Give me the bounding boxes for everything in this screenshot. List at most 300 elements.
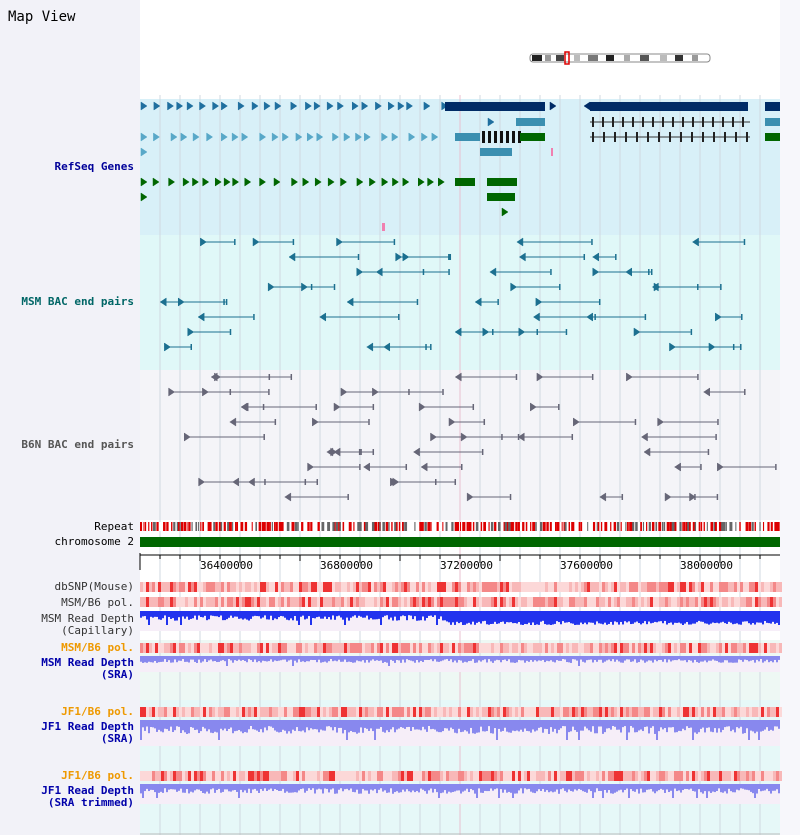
msm-depth-capillary-bar bbox=[686, 611, 688, 622]
jf1-depth-sra-bar bbox=[368, 720, 370, 731]
msm-depth-sra-bar bbox=[770, 656, 772, 661]
jf1-b6-pol-trim-heat-cell bbox=[152, 771, 155, 781]
msm-depth-sra-bar bbox=[490, 656, 492, 661]
jf1-depth-trim-bar bbox=[752, 784, 754, 793]
dbsnp-heat-cell bbox=[698, 582, 701, 592]
jf1-depth-trim-bar bbox=[732, 784, 734, 792]
msm-depth-capillary-bar bbox=[710, 611, 712, 624]
msm-depth-capillary-bar bbox=[562, 611, 564, 621]
jf1-b6-pol-heat-cell bbox=[749, 707, 752, 717]
repeat-element bbox=[456, 522, 459, 531]
jf1-depth-sra-bar bbox=[758, 720, 760, 740]
msm-depth-sra-bar bbox=[276, 656, 278, 661]
msm-b6-pol-sra-heat-cell bbox=[239, 643, 242, 653]
jf1-depth-trim-bar bbox=[724, 784, 726, 791]
jf1-depth-sra-bar bbox=[460, 720, 462, 732]
dbsnp-heat-cell bbox=[551, 582, 554, 592]
jf1-depth-sra-bar bbox=[718, 720, 720, 728]
jf1-b6-pol-trim-heat-cell bbox=[317, 771, 320, 781]
msm-bac-pair-end bbox=[691, 329, 693, 335]
dbsnp-heat-cell bbox=[413, 582, 416, 592]
jf1-depth-sra-bar bbox=[710, 720, 712, 732]
msm-depth-sra-bar bbox=[302, 656, 304, 661]
dbsnp-heat-cell bbox=[350, 582, 353, 592]
jf1-depth-trim-bar bbox=[426, 784, 428, 794]
msm-depth-sra-bar bbox=[484, 656, 486, 659]
jf1-b6-pol-heat-cell bbox=[695, 707, 698, 717]
msm-b6-pol-heat-cell bbox=[242, 597, 245, 607]
jf1-depth-trim-bar bbox=[462, 784, 464, 792]
jf1-depth-trim-bar bbox=[368, 784, 370, 794]
msm-depth-sra-bar bbox=[188, 656, 190, 662]
msm-depth-capillary-bar bbox=[420, 611, 422, 620]
jf1-depth-trim-bar bbox=[650, 784, 652, 789]
jf1-b6-pol-trim-heat-cell bbox=[353, 771, 356, 781]
msm-depth-sra-bar bbox=[540, 656, 542, 661]
msm-b6-pol-sra-heat-cell bbox=[362, 643, 365, 653]
repeat-element bbox=[302, 522, 303, 531]
jf1-b6-pol-trim-heat-cell bbox=[656, 771, 659, 781]
msm-depth-sra-bar bbox=[454, 656, 456, 661]
msm-b6-pol-heat-cell bbox=[692, 597, 695, 607]
jf1-b6-pol-trim-heat-cell bbox=[272, 771, 275, 781]
jf1-depth-trim-bar bbox=[542, 784, 544, 789]
b6n-bac-pair-end bbox=[518, 434, 520, 440]
msm-depth-sra-bar bbox=[310, 656, 312, 660]
msm-depth-capillary-bar bbox=[182, 611, 184, 616]
jf1-depth-sra-bar bbox=[208, 720, 210, 729]
msm-depth-sra-bar bbox=[162, 656, 164, 662]
jf1-b6-pol-trim-heat-cell bbox=[719, 771, 722, 781]
jf1-depth-sra-bar bbox=[696, 720, 698, 734]
jf1-b6-pol-heat-cell bbox=[659, 707, 662, 717]
jf1-depth-sra-bar bbox=[660, 720, 662, 727]
msm-depth-capillary-bar bbox=[746, 611, 748, 621]
msm-depth-capillary-bar bbox=[768, 611, 770, 623]
msm-b6-pol-heat-cell bbox=[716, 597, 719, 607]
repeat-element bbox=[213, 522, 215, 531]
jf1-depth-sra-bar bbox=[276, 720, 278, 732]
msm-b6-pol-heat-cell bbox=[380, 597, 383, 607]
jf1-depth-trim-bar bbox=[664, 784, 666, 793]
msm-depth-sra-bar bbox=[446, 656, 448, 659]
msm-depth-capillary-bar bbox=[430, 611, 432, 616]
jf1-depth-sra-bar bbox=[204, 720, 206, 728]
repeat-element bbox=[166, 522, 168, 531]
jf1-b6-pol-trim-heat-cell bbox=[530, 771, 533, 781]
msm-depth-capillary-bar bbox=[388, 611, 390, 619]
jf1-depth-sra-bar bbox=[342, 720, 344, 733]
jf1-b6-pol-heat-cell bbox=[443, 707, 446, 717]
jf1-b6-pol-trim-heat-cell bbox=[575, 771, 578, 781]
msm-b6-pol-heat-cell bbox=[530, 597, 533, 607]
jf1-b6-pol-heat-cell bbox=[371, 707, 374, 717]
jf1-depth-trim-bar bbox=[202, 784, 204, 793]
jf1-depth-trim-bar bbox=[236, 784, 238, 792]
jf1-b6-pol-trim-heat-cell bbox=[614, 771, 617, 781]
jf1-b6-pol-trim-heat-cell bbox=[338, 771, 341, 781]
msm-depth-sra-bar bbox=[184, 656, 186, 662]
dbsnp-heat-cell bbox=[455, 582, 458, 592]
jf1-depth-sra-bar bbox=[502, 720, 504, 731]
repeat-element bbox=[335, 522, 336, 531]
msm-depth-sra-bar bbox=[566, 656, 568, 662]
jf1-depth-trim-bar bbox=[700, 784, 702, 792]
jf1-depth-trim-bar bbox=[646, 784, 648, 790]
jf1-depth-sra-bar bbox=[264, 720, 266, 727]
jf1-b6-pol-heat-cell bbox=[500, 707, 503, 717]
msm-depth-sra-bar bbox=[516, 656, 518, 662]
msm-depth-capillary-bar bbox=[738, 611, 740, 624]
repeat-element bbox=[202, 522, 204, 531]
jf1-b6-pol-heat-cell bbox=[227, 707, 230, 717]
msm-depth-sra-bar bbox=[462, 656, 464, 663]
jf1-b6-pol-heat-cell bbox=[536, 707, 539, 717]
msm-b6-pol-sra-heat-cell bbox=[389, 643, 392, 653]
msm-b6-pol-heat-cell bbox=[263, 597, 266, 607]
msm-b6-pol-sra-heat-cell bbox=[677, 643, 680, 653]
msm-b6-pol-sra-heat-cell bbox=[206, 643, 209, 653]
jf1-depth-sra-bar bbox=[552, 720, 554, 732]
jf1-depth-trim-bar bbox=[174, 784, 176, 790]
msm-depth-capillary-bar bbox=[312, 611, 314, 618]
b6n-bac-pair-end bbox=[510, 494, 512, 500]
jf1-depth-sra-bar bbox=[554, 720, 556, 729]
msm-b6-pol-heat-cell bbox=[158, 597, 161, 607]
msm-depth-capillary-bar bbox=[456, 611, 458, 622]
dbsnp-heat-cell bbox=[611, 582, 614, 592]
jf1-depth-sra-bar bbox=[678, 720, 680, 731]
dbsnp-heat-cell bbox=[401, 582, 404, 592]
msm-b6-pol-heat-cell bbox=[362, 597, 365, 607]
ideogram-band bbox=[588, 55, 598, 61]
msm-depth-sra-bar bbox=[332, 656, 334, 661]
msm-depth-sra-bar bbox=[330, 656, 332, 659]
msm-depth-capillary-bar bbox=[194, 611, 196, 616]
jf1-depth-trim-bar bbox=[630, 784, 632, 789]
msm-depth-capillary-bar bbox=[458, 611, 460, 623]
msm-depth-sra-bar bbox=[592, 656, 594, 662]
repeat-element bbox=[755, 522, 756, 531]
msm-b6-pol-heat-cell bbox=[467, 597, 470, 607]
msm-depth-sra-bar bbox=[746, 656, 748, 660]
jf1-b6-pol-trim-heat-cell bbox=[254, 771, 257, 781]
jf1-depth-sra-bar bbox=[386, 720, 388, 730]
jf1-b6-pol-heat-cell bbox=[539, 707, 542, 717]
msm-depth-capillary-bar bbox=[404, 611, 406, 616]
repeat-element bbox=[535, 522, 536, 531]
repeat-element bbox=[508, 522, 510, 531]
repeat-element bbox=[652, 522, 654, 531]
msm-bac-label[interactable]: MSM BAC end pairs bbox=[21, 295, 134, 308]
msm-depth-capillary-bar bbox=[744, 611, 746, 621]
repeat-element bbox=[293, 522, 295, 531]
jf1-b6-pol-heat-cell bbox=[461, 707, 464, 717]
jf1-depth-sra-bar bbox=[220, 720, 222, 729]
jf1-b6-pol-heat-cell bbox=[503, 707, 506, 717]
msm-depth-capillary-bar bbox=[772, 611, 774, 622]
dbsnp-heat-cell bbox=[629, 582, 632, 592]
jf1-depth-trim-bar bbox=[696, 784, 698, 798]
jf1-depth-sra-bar bbox=[456, 720, 458, 733]
jf1-b6-pol-trim-heat-cell bbox=[410, 771, 413, 781]
jf1-depth-sra-bar bbox=[150, 720, 152, 727]
jf1-depth-trim-bar bbox=[418, 784, 420, 792]
msm-b6-pol-sra-heat-cell bbox=[245, 643, 248, 653]
msm-b6-pol-heat-cell bbox=[482, 597, 485, 607]
jf1-b6-pol-heat-cell bbox=[194, 707, 197, 717]
jf1-depth-trim-bar bbox=[636, 784, 638, 789]
msm-depth-capillary-bar bbox=[484, 611, 486, 621]
msm-b6-pol-sra-heat-cell bbox=[146, 643, 149, 653]
repeat-element bbox=[405, 522, 407, 531]
msm-depth-sra-bar bbox=[632, 656, 634, 661]
jf1-b6-pol-heat-cell bbox=[725, 707, 728, 717]
dbsnp-heat-cell bbox=[389, 582, 392, 592]
jf1-depth-sra-bar bbox=[458, 720, 460, 729]
jf1-b6-pol-heat-cell bbox=[440, 707, 443, 717]
msm-depth-sra-bar bbox=[174, 656, 176, 659]
jf1-depth-trim-bar bbox=[392, 784, 394, 794]
jf1-b6-pol-heat-cell bbox=[758, 707, 761, 717]
jf1-depth-trim-bar bbox=[634, 784, 636, 792]
jf1-b6-pol-trim-heat-cell bbox=[434, 771, 437, 781]
msm-b6-pol-sra-heat-cell bbox=[563, 643, 566, 653]
msm-depth-capillary-bar bbox=[616, 611, 618, 622]
msm-depth-capillary-bar bbox=[608, 611, 610, 624]
msm-b6-pol-sra-heat-cell bbox=[341, 643, 344, 653]
repeat-element bbox=[469, 522, 471, 531]
dbsnp-heat-cell bbox=[167, 582, 170, 592]
dbsnp-heat-cell bbox=[701, 582, 704, 592]
jf1-depth-sra-bar bbox=[218, 720, 220, 740]
jf1-depth-sra-bar bbox=[604, 720, 606, 732]
jf1-depth-sra-bar bbox=[468, 720, 470, 734]
jf1-depth-sra-bar bbox=[286, 720, 288, 734]
jf1-b6-pol-heat-cell bbox=[197, 707, 200, 717]
jf1-b6-pol-trim-heat-cell bbox=[200, 771, 203, 781]
msm-b6-pol-heat-cell bbox=[533, 597, 536, 607]
ruler-tick-label: 36800000 bbox=[320, 559, 373, 572]
msm-depth-capillary-bar bbox=[310, 611, 312, 625]
jf1-depth-sra-bar bbox=[354, 720, 356, 732]
jf1-depth-trim-bar bbox=[564, 784, 566, 791]
jf1-depth-sra-bar bbox=[564, 720, 566, 726]
gene-exon bbox=[622, 117, 624, 127]
jf1-b6-pol-trim-heat-cell bbox=[182, 771, 185, 781]
gene-block bbox=[516, 118, 545, 126]
jf1-depth-trim-bar bbox=[534, 784, 536, 793]
msm-depth-sra-bar bbox=[428, 656, 430, 660]
dbsnp-heat-cell bbox=[335, 582, 338, 592]
jf1-depth-sra-bar bbox=[734, 720, 736, 732]
jf1-b6-pol-heat-cell bbox=[674, 707, 677, 717]
jf1-depth-sra-bar bbox=[586, 720, 588, 728]
jf1-b6-pol-heat-cell bbox=[404, 707, 407, 717]
msm-depth-sra-bar bbox=[722, 656, 724, 662]
msm-depth-sra-bar bbox=[610, 656, 612, 661]
msm-depth-capillary-bar bbox=[518, 611, 520, 622]
msm-b6-pol-heat-cell bbox=[458, 597, 461, 607]
msm-depth-capillary-bar bbox=[626, 611, 628, 622]
repeat-element bbox=[777, 522, 779, 531]
msm-b6-pol-sra-heat-cell bbox=[497, 643, 500, 653]
dbsnp-heat-cell bbox=[284, 582, 287, 592]
jf1-depth-sra-bar bbox=[452, 720, 454, 729]
jf1-b6-pol-trim-heat-cell bbox=[695, 771, 698, 781]
jf1-b6-pol-trim-heat-cell bbox=[398, 771, 401, 781]
jf1-depth-sra-bar bbox=[588, 720, 590, 730]
msm-b6-pol-heat-cell bbox=[224, 597, 227, 607]
jf1-b6-pol-trim-heat-cell bbox=[305, 771, 308, 781]
msm-depth-sra-bar bbox=[148, 656, 150, 662]
gene-exon bbox=[647, 132, 649, 142]
msm-b6-pol-sra-heat-cell bbox=[695, 643, 698, 653]
msm-depth-sra-bar bbox=[726, 656, 728, 660]
msm-depth-capillary-bar bbox=[340, 611, 342, 617]
jf1-b6-pol-trim-heat-cell bbox=[368, 771, 371, 781]
gene-exon bbox=[724, 132, 726, 142]
repeat-label: Repeat bbox=[94, 520, 134, 533]
jf1-depth-sra-bar bbox=[216, 720, 218, 732]
msm-depth-capillary-bar bbox=[362, 611, 364, 618]
jf1-b6-pol-heat-cell bbox=[290, 707, 293, 717]
jf1-b6-pol-heat-cell bbox=[329, 707, 332, 717]
jf1-depth-sra-bar bbox=[688, 720, 690, 728]
msm-b6-pol-sra-heat-cell bbox=[317, 643, 320, 653]
refseq-label[interactable]: RefSeq Genes bbox=[54, 160, 134, 173]
jf1-depth-trim-bar bbox=[536, 784, 538, 791]
repeat-element bbox=[442, 522, 443, 531]
msm-depth-sra-bar bbox=[584, 656, 586, 663]
jf1-b6-pol-heat-cell bbox=[392, 707, 395, 717]
msm-depth-capillary-bar bbox=[322, 611, 324, 619]
msm-b6-pol-sra-heat-cell bbox=[335, 643, 338, 653]
msm-b6-pol-heat-cell bbox=[764, 597, 767, 607]
repeat-element bbox=[662, 522, 663, 531]
jf1-depth-trim-bar bbox=[162, 784, 164, 793]
msm-b6-pol-heat-cell bbox=[191, 597, 194, 607]
jf1-depth-sra-bar bbox=[724, 720, 726, 727]
jf1-depth-trim-bar bbox=[374, 784, 376, 789]
jf1-b6-pol-heat-cell bbox=[236, 707, 239, 717]
msm-depth-sra-bar bbox=[504, 656, 506, 660]
b6n-bac-label[interactable]: B6N BAC end pairs bbox=[21, 438, 134, 451]
jf1-b6-pol-trim-heat-cell bbox=[356, 771, 359, 781]
msm-depth-sra-bar bbox=[478, 656, 480, 660]
msm-depth-capillary-bar bbox=[702, 611, 704, 622]
msm-depth-sra-bar bbox=[142, 656, 144, 663]
gene-block bbox=[520, 133, 545, 141]
jf1-depth-trim-bar bbox=[210, 784, 212, 789]
msm-depth-capillary-bar bbox=[234, 611, 236, 617]
repeat-element bbox=[494, 522, 496, 531]
b6n-bac-pair-end bbox=[715, 434, 717, 440]
dbsnp-heat-cell bbox=[305, 582, 308, 592]
msm-b6-pol-sra-heat-cell bbox=[491, 643, 494, 653]
jf1-depth-trim-bar bbox=[574, 784, 576, 789]
msm-depth-sra-bar bbox=[748, 656, 750, 661]
repeat-element bbox=[195, 522, 197, 531]
msm-depth-sra-bar bbox=[602, 656, 604, 663]
jf1-depth-sra-bar bbox=[592, 720, 594, 726]
msm-b6-pol-sra-heat-cell bbox=[653, 643, 656, 653]
msm-b6-pol-sra-heat-cell bbox=[545, 643, 548, 653]
jf1-b6-pol-trim-heat-cell bbox=[461, 771, 464, 781]
jf1-depth-trim-bar bbox=[652, 784, 654, 792]
msm-depth-capillary-bar bbox=[284, 611, 286, 618]
msm-depth-sra-bar bbox=[326, 656, 328, 663]
jf1-depth-sra-bar bbox=[388, 720, 390, 732]
jf1-b6-pol-trim-heat-cell bbox=[509, 771, 512, 781]
msm-depth-capillary-bar bbox=[400, 611, 402, 616]
jf1-depth-sra-bar bbox=[764, 720, 766, 730]
msm-depth-sra-bar bbox=[430, 656, 432, 659]
dbsnp-heat-cell bbox=[158, 582, 161, 592]
dbsnp-heat-cell bbox=[620, 582, 623, 592]
jf1-b6-pol-trim-heat-cell bbox=[290, 771, 293, 781]
jf1-b6-pol-heat-cell bbox=[521, 707, 524, 717]
msm-b6-pol-heat-cell bbox=[581, 597, 584, 607]
jf1-depth-trim-bar bbox=[734, 784, 736, 792]
msm-b6-pol-heat-cell bbox=[626, 597, 629, 607]
jf1-b6-pol-heat-cell bbox=[230, 707, 233, 717]
dbsnp-heat-cell bbox=[482, 582, 485, 592]
jf1-b6-pol-trim-heat-cell bbox=[377, 771, 380, 781]
dbsnp-heat-cell bbox=[665, 582, 668, 592]
jf1-depth-trim-bar bbox=[768, 784, 770, 791]
msm-depth-sra-bar bbox=[140, 656, 142, 662]
jf1-b6-pol-trim-heat-cell bbox=[689, 771, 692, 781]
msm-depth-sra-bar bbox=[170, 656, 172, 663]
repeat-element bbox=[693, 522, 695, 531]
msm-b6-pol-heat-cell bbox=[773, 597, 776, 607]
msm-depth-capillary-bar bbox=[598, 611, 600, 623]
msm-depth-capillary-bar bbox=[708, 611, 710, 625]
msm-depth-capillary-bar bbox=[528, 611, 530, 623]
jf1-depth-sra-bar bbox=[612, 720, 614, 726]
jf1-depth-sra-bar bbox=[402, 720, 404, 728]
jf1-depth-sra-bar bbox=[344, 720, 346, 730]
jf1-depth-sra-bar bbox=[568, 720, 570, 732]
jf1-b6-pol-trim-heat-cell bbox=[212, 771, 215, 781]
msm-depth-capillary-bar bbox=[570, 611, 572, 623]
msm-depth-sra-bar bbox=[444, 656, 446, 659]
jf1-depth-sra-bar bbox=[256, 720, 258, 731]
jf1-depth-sra-bar bbox=[340, 720, 342, 728]
jf1-depth-trim-bar bbox=[484, 784, 486, 791]
jf1-depth-sra-bar bbox=[776, 720, 778, 727]
jf1-b6-pol-heat-cell bbox=[326, 707, 329, 717]
jf1-depth-trim-bar bbox=[464, 784, 466, 791]
jf1-b6-pol-trim-heat-cell bbox=[551, 771, 554, 781]
msm-b6-pol-heat-cell bbox=[329, 597, 332, 607]
jf1-depth-sra-bar bbox=[666, 720, 668, 732]
dbsnp-heat-cell bbox=[440, 582, 443, 592]
jf1-b6-pol-heat-cell bbox=[140, 707, 143, 717]
msm-depth-capillary-bar bbox=[548, 611, 550, 625]
jf1-b6-pol-trim-heat-cell bbox=[566, 771, 569, 781]
jf1-b6-pol-heat-cell bbox=[245, 707, 248, 717]
jf1-b6-pol-trim-heat-cell bbox=[608, 771, 611, 781]
jf1-depth-trim-bar bbox=[642, 784, 644, 792]
dbsnp-heat-cell bbox=[677, 582, 680, 592]
msm-b6-pol-heat-cell bbox=[590, 597, 593, 607]
msm-depth-sra-bar bbox=[214, 656, 216, 661]
msm-b6-pol-sra-heat-cell bbox=[701, 643, 704, 653]
gene-exon bbox=[612, 117, 614, 127]
jf1-b6-pol-trim-heat-cell bbox=[419, 771, 422, 781]
